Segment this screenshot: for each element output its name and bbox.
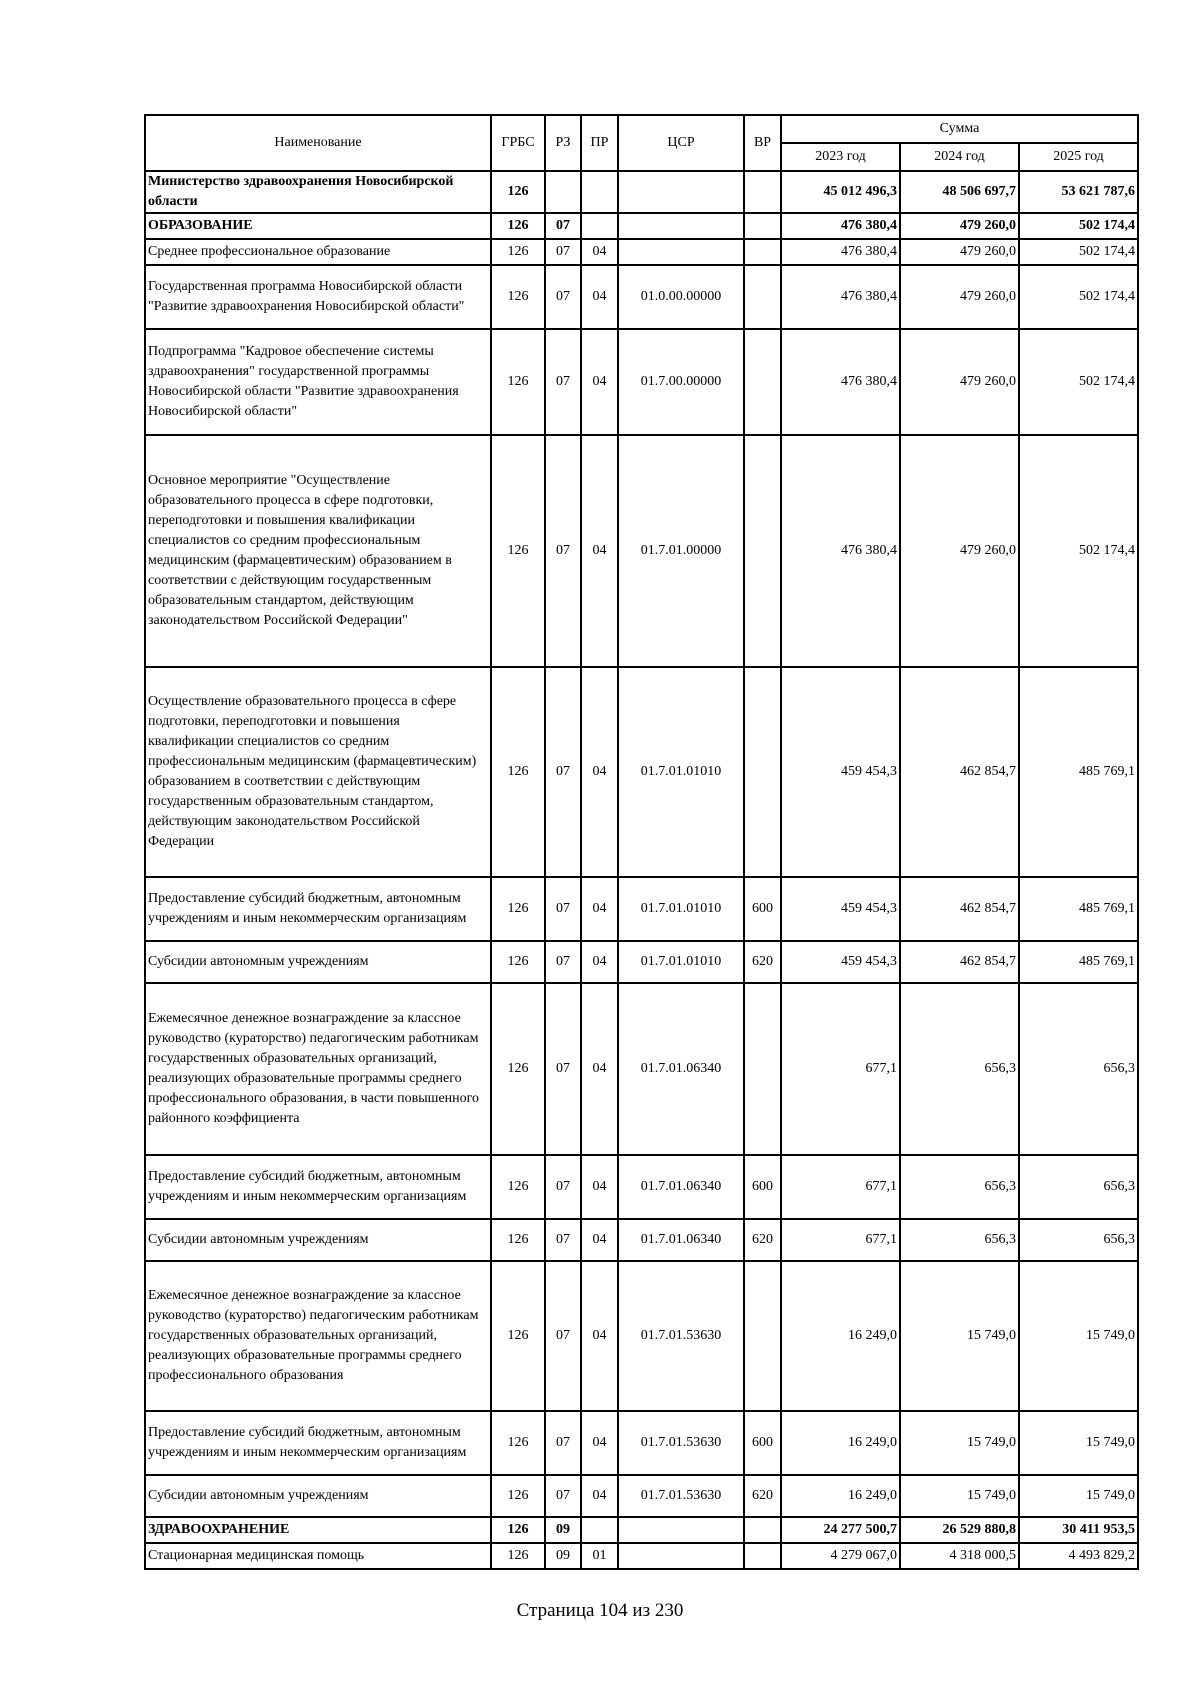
row-pr: 04: [581, 877, 618, 941]
row-csr: 01.7.00.00000: [618, 329, 744, 435]
budget-table: [144, 114, 1139, 1570]
row-grbs: 126: [491, 941, 545, 983]
row-grbs: 126: [491, 983, 545, 1155]
row-csr: [618, 171, 744, 213]
row-vr: [744, 239, 781, 265]
table-row: [145, 1543, 1138, 1569]
row-grbs: 126: [491, 667, 545, 877]
row-sum-2023: 16 249,0: [781, 1261, 900, 1411]
row-sum-2024: 15 749,0: [900, 1261, 1019, 1411]
table-row: [145, 239, 1138, 265]
row-grbs: 126: [491, 1543, 545, 1569]
row-rz: 07: [545, 265, 581, 329]
row-pr: 04: [581, 983, 618, 1155]
table-row: [145, 171, 1138, 213]
row-csr: 01.7.01.06340: [618, 983, 744, 1155]
page-number: Страница 104 из 230: [516, 1600, 684, 1621]
row-pr: 04: [581, 265, 618, 329]
row-sum-2024: 462 854,7: [900, 667, 1019, 877]
row-vr: [744, 1261, 781, 1411]
row-name: Ежемесячное денежное вознаграждение за классное руководство (кураторство) педагогическим работникам государственных образовательных организаций, реализующих образовательные программы среднего профессионального образования: [145, 1261, 491, 1411]
row-vr: [744, 435, 781, 667]
row-vr: [744, 983, 781, 1155]
header-rz: РЗ: [545, 115, 581, 171]
row-pr: 04: [581, 941, 618, 983]
row-name: ОБРАЗОВАНИЕ: [145, 213, 491, 239]
row-pr: 04: [581, 1475, 618, 1517]
row-sum-2025: 502 174,4: [1019, 329, 1138, 435]
row-vr: 620: [744, 1475, 781, 1517]
row-pr: 04: [581, 667, 618, 877]
row-sum-2023: 677,1: [781, 1155, 900, 1219]
row-sum-2025: 656,3: [1019, 983, 1138, 1155]
row-csr: 01.7.01.53630: [618, 1411, 744, 1475]
row-sum-2023: 45 012 496,3: [781, 171, 900, 213]
row-csr: [618, 1517, 744, 1543]
row-sum-2024: 26 529 880,8: [900, 1517, 1019, 1543]
table-row: [145, 213, 1138, 239]
row-sum-2025: 15 749,0: [1019, 1261, 1138, 1411]
row-csr: 01.7.01.00000: [618, 435, 744, 667]
row-sum-2023: 24 277 500,7: [781, 1517, 900, 1543]
row-pr: 04: [581, 1261, 618, 1411]
row-name: Субсидии автономным учреждениям: [145, 1475, 491, 1517]
row-grbs: 126: [491, 213, 545, 239]
row-grbs: 126: [491, 1517, 545, 1543]
row-pr: 04: [581, 329, 618, 435]
row-sum-2024: 15 749,0: [900, 1411, 1019, 1475]
row-grbs: 126: [491, 171, 545, 213]
row-name: Предоставление субсидий бюджетным, автономным учреждениям и иным некоммерческим организациям: [145, 877, 491, 941]
row-vr: [744, 265, 781, 329]
row-sum-2023: 677,1: [781, 983, 900, 1155]
header-csr: ЦСР: [618, 115, 744, 171]
table-row: [145, 667, 1138, 877]
row-rz: 07: [545, 941, 581, 983]
row-sum-2024: 479 260,0: [900, 265, 1019, 329]
row-sum-2025: 53 621 787,6: [1019, 171, 1138, 213]
row-sum-2025: 485 769,1: [1019, 667, 1138, 877]
row-sum-2025: 502 174,4: [1019, 213, 1138, 239]
row-csr: 01.7.01.53630: [618, 1261, 744, 1411]
row-name: Среднее профессиональное образование: [145, 239, 491, 265]
row-sum-2023: 459 454,3: [781, 941, 900, 983]
row-sum-2025: 485 769,1: [1019, 941, 1138, 983]
row-vr: 620: [744, 1219, 781, 1261]
row-sum-2023: 476 380,4: [781, 329, 900, 435]
row-name: Подпрограмма "Кадровое обеспечение системы здравоохранения" государственной программы Новосибирской области "Развитие здравоохранения Новосибирской области": [145, 329, 491, 435]
row-sum-2025: 502 174,4: [1019, 435, 1138, 667]
row-grbs: 126: [491, 239, 545, 265]
row-sum-2025: 4 493 829,2: [1019, 1543, 1138, 1569]
row-grbs: 126: [491, 1475, 545, 1517]
row-sum-2024: 15 749,0: [900, 1475, 1019, 1517]
row-csr: 01.7.01.01010: [618, 877, 744, 941]
row-pr: 04: [581, 1411, 618, 1475]
row-name: Осуществление образовательного процесса в сфере подготовки, переподготовки и повышения квалификации специалистов со средним профессиональным медицинским (фармацевтическим) образованием в соответствии с действующим государственным образовательным стандартом, действующим законодательством Российской Федерации: [145, 667, 491, 877]
row-sum-2025: 502 174,4: [1019, 265, 1138, 329]
table-body: [145, 171, 1138, 1569]
table-row: [145, 1475, 1138, 1517]
row-sum-2024: 656,3: [900, 1155, 1019, 1219]
table-row: [145, 877, 1138, 941]
table-row: [145, 1261, 1138, 1411]
table-row: [145, 1517, 1138, 1543]
row-rz: 09: [545, 1543, 581, 1569]
row-sum-2025: 30 411 953,5: [1019, 1517, 1138, 1543]
row-name: Основное мероприятие "Осуществление образовательного процесса в сфере подготовки, переподготовки и повышения квалификации специалистов со средним профессиональным медицинским (фармацевтическим) образованием в соответствии с действующим государственным образовательным стандартом, действующим законодательством Российской Федерации": [145, 435, 491, 667]
row-sum-2025: 502 174,4: [1019, 239, 1138, 265]
row-vr: [744, 329, 781, 435]
row-sum-2023: 16 249,0: [781, 1411, 900, 1475]
row-sum-2023: 476 380,4: [781, 213, 900, 239]
row-rz: [545, 171, 581, 213]
row-sum-2025: 485 769,1: [1019, 877, 1138, 941]
row-vr: [744, 213, 781, 239]
row-sum-2024: 4 318 000,5: [900, 1543, 1019, 1569]
table-row: [145, 1155, 1138, 1219]
row-rz: 09: [545, 1517, 581, 1543]
row-pr: [581, 171, 618, 213]
row-rz: 07: [545, 329, 581, 435]
row-sum-2025: 656,3: [1019, 1219, 1138, 1261]
row-csr: 01.7.01.53630: [618, 1475, 744, 1517]
row-sum-2024: 656,3: [900, 1219, 1019, 1261]
header-2023: 2023 год: [781, 143, 900, 171]
row-csr: [618, 213, 744, 239]
table-row: [145, 1411, 1138, 1475]
row-sum-2023: 459 454,3: [781, 877, 900, 941]
row-grbs: 126: [491, 1219, 545, 1261]
row-sum-2024: 462 854,7: [900, 877, 1019, 941]
row-grbs: 126: [491, 435, 545, 667]
row-csr: 01.7.01.01010: [618, 941, 744, 983]
row-sum-2024: 479 260,0: [900, 213, 1019, 239]
row-name: Министерство здравоохранения Новосибирской области: [145, 171, 491, 213]
row-sum-2024: 479 260,0: [900, 329, 1019, 435]
row-vr: [744, 1543, 781, 1569]
row-csr: [618, 239, 744, 265]
table-row: [145, 983, 1138, 1155]
row-rz: 07: [545, 1475, 581, 1517]
row-grbs: 126: [491, 877, 545, 941]
row-csr: 01.7.01.01010: [618, 667, 744, 877]
table-row: [145, 265, 1138, 329]
row-name: Субсидии автономным учреждениям: [145, 941, 491, 983]
row-sum-2023: 16 249,0: [781, 1475, 900, 1517]
row-csr: 01.7.01.06340: [618, 1155, 744, 1219]
row-vr: [744, 1517, 781, 1543]
row-sum-2023: 4 279 067,0: [781, 1543, 900, 1569]
table-row: [145, 329, 1138, 435]
row-sum-2024: 462 854,7: [900, 941, 1019, 983]
row-vr: 600: [744, 877, 781, 941]
header-grbs: ГРБС: [491, 115, 545, 171]
row-csr: 01.7.01.06340: [618, 1219, 744, 1261]
row-csr: [618, 1543, 744, 1569]
row-sum-2024: 48 506 697,7: [900, 171, 1019, 213]
header-sum: Сумма: [781, 115, 1138, 143]
table-row: [145, 941, 1138, 983]
row-pr: 04: [581, 239, 618, 265]
row-name: Ежемесячное денежное вознаграждение за классное руководство (кураторство) педагогическим работникам государственных образовательных организаций, реализующих образовательные программы среднего профессионального образования, в части повышенного районного коэффициента: [145, 983, 491, 1155]
table-row: [145, 435, 1138, 667]
row-rz: 07: [545, 1261, 581, 1411]
row-pr: 04: [581, 1219, 618, 1261]
row-sum-2025: 15 749,0: [1019, 1475, 1138, 1517]
row-grbs: 126: [491, 265, 545, 329]
row-sum-2023: 476 380,4: [781, 239, 900, 265]
header-vr: ВР: [744, 115, 781, 171]
row-sum-2023: 677,1: [781, 1219, 900, 1261]
row-grbs: 126: [491, 329, 545, 435]
row-rz: 07: [545, 877, 581, 941]
header-2025: 2025 год: [1019, 143, 1138, 171]
row-vr: 600: [744, 1411, 781, 1475]
row-pr: 01: [581, 1543, 618, 1569]
header-pr: ПР: [581, 115, 618, 171]
row-sum-2023: 476 380,4: [781, 265, 900, 329]
row-vr: [744, 667, 781, 877]
row-rz: 07: [545, 213, 581, 239]
row-sum-2023: 476 380,4: [781, 435, 900, 667]
row-pr: 04: [581, 1155, 618, 1219]
row-name: ЗДРАВООХРАНЕНИЕ: [145, 1517, 491, 1543]
row-rz: 07: [545, 435, 581, 667]
row-name: Предоставление субсидий бюджетным, автономным учреждениям и иным некоммерческим организациям: [145, 1411, 491, 1475]
row-vr: 600: [744, 1155, 781, 1219]
row-grbs: 126: [491, 1411, 545, 1475]
row-pr: [581, 213, 618, 239]
row-rz: 07: [545, 1155, 581, 1219]
row-rz: 07: [545, 239, 581, 265]
row-name: Государственная программа Новосибирской области "Развитие здравоохранения Новосибирской области": [145, 265, 491, 329]
table-header: [145, 115, 1138, 171]
row-name: Стационарная медицинская помощь: [145, 1543, 491, 1569]
row-sum-2023: 459 454,3: [781, 667, 900, 877]
row-pr: [581, 1517, 618, 1543]
row-grbs: 126: [491, 1261, 545, 1411]
row-rz: 07: [545, 667, 581, 877]
row-rz: 07: [545, 983, 581, 1155]
row-pr: 04: [581, 435, 618, 667]
row-rz: 07: [545, 1411, 581, 1475]
row-rz: 07: [545, 1219, 581, 1261]
table-row: [145, 1219, 1138, 1261]
row-sum-2024: 656,3: [900, 983, 1019, 1155]
row-grbs: 126: [491, 1155, 545, 1219]
header-name: Наименование: [145, 115, 491, 171]
row-name: Субсидии автономным учреждениям: [145, 1219, 491, 1261]
row-sum-2024: 479 260,0: [900, 239, 1019, 265]
row-vr: 620: [744, 941, 781, 983]
row-sum-2025: 656,3: [1019, 1155, 1138, 1219]
row-csr: 01.0.00.00000: [618, 265, 744, 329]
row-vr: [744, 171, 781, 213]
row-sum-2024: 479 260,0: [900, 435, 1019, 667]
row-sum-2025: 15 749,0: [1019, 1411, 1138, 1475]
header-2024: 2024 год: [900, 143, 1019, 171]
row-name: Предоставление субсидий бюджетным, автономным учреждениям и иным некоммерческим организациям: [145, 1155, 491, 1219]
